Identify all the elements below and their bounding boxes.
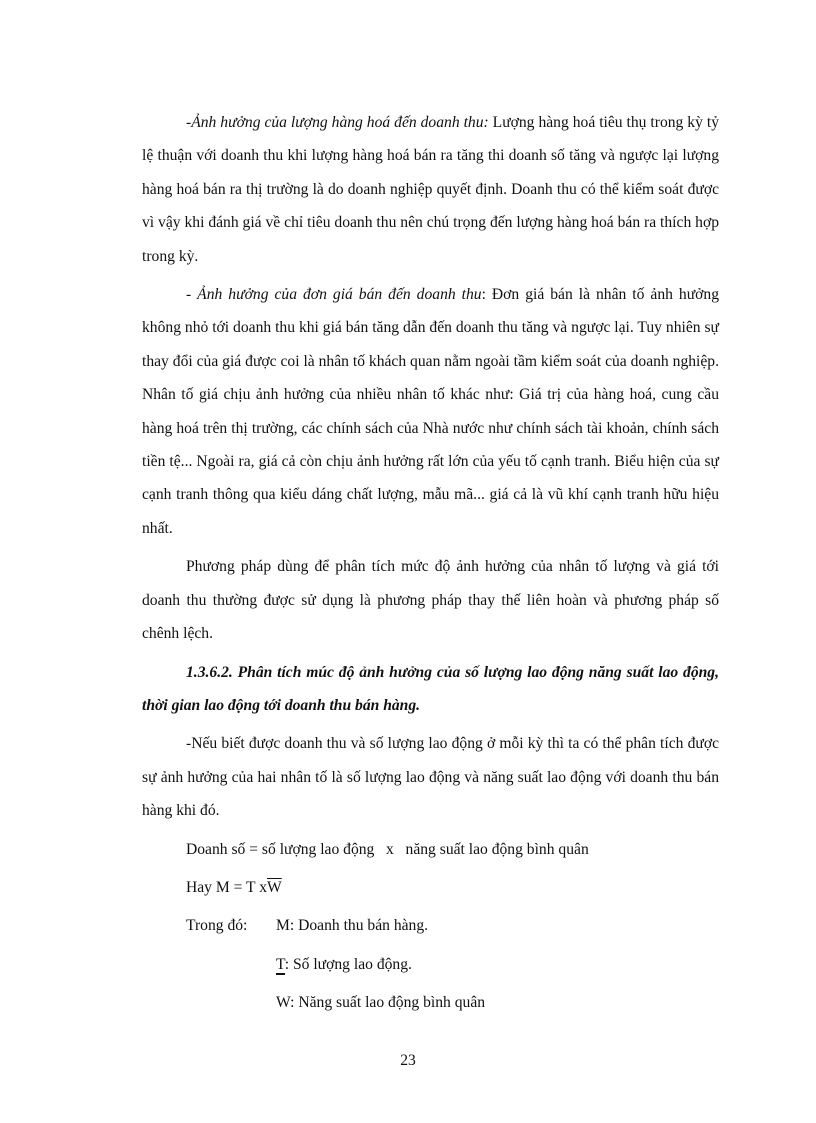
formula-symbol-w: $\overline{W}$	[267, 878, 282, 896]
definition-label: Trong đó:	[186, 917, 248, 935]
document-page	[142, 106, 719, 1020]
definition-text: : Năng suất lao động bình quân	[290, 994, 486, 1012]
paragraph-lead: - Ảnh hưởng của đơn giá bán đến doanh thu	[186, 286, 482, 304]
formula-prefix: Hay M = T x	[186, 878, 267, 896]
paragraph-body: : Đơn giá bán là nhân tố ảnh hưởng không nhỏ tới doanh thu khi giá bán tăng dẫn đến doanh thu tăng và ngược lại. Tuy nhiên sự thay đổi của giá được coi là nhân tố khách quan nằm ngoài tầm kiểm soát của doanh nghiệp. Nhân tố giá chịu ảnh hưởng của nhiều nhân tố khác như: Giá trị của hàng hoá, cung cầu hàng hoá trên thị trường, các chính sách của Nhà nước như chính sách tài khoản, chính sách tiền tệ... Ngoài ra, giá cả còn chịu ảnh hưởng rất lớn của yếu tố cạnh tranh. Biểu hiện của sự cạnh tranh thông qua kiểu dáng chất lượng, mẫu mã... giá cả là vũ khí cạnh tranh hữu hiệu nhất.	[142, 286, 719, 537]
definition-text: : Số lượng lao động.	[284, 955, 412, 973]
paragraph-lead: -Ảnh hưởng của lượng hàng hoá đến doanh thu:	[186, 114, 489, 131]
page-number: 23	[400, 1052, 416, 1069]
paragraph-quantity-effect	[142, 106, 719, 273]
definition-symbol: M	[276, 917, 290, 935]
formula-line: Doanh số = số lượng lao động x năng suất lao động bình quân	[186, 840, 589, 858]
definition-symbol: W	[276, 994, 291, 1012]
paragraph-method: Phương pháp dùng để phân tích mức độ ảnh hưởng của nhân tố lượng và giá tới doanh thu thường được sử dụng là phương pháp thay thế liên hoàn và phương pháp số chênh lệch.	[142, 558, 719, 643]
paragraph-body: Lượng hàng hoá tiêu thụ trong kỳ tỷ lệ thuận với doanh thu khi lượng hàng hoá bán ra tăng thi doanh số tăng và ngược lại lượng hàng hoá bán ra thị trường là do doanh nghiệp quyết định. Doanh thu có thể kiểm soát được vì vậy khi đánh giá về chỉ tiêu doanh thu nên chú trọng đến lượng hàng hoá bán ra thích hợp trong kỳ.	[142, 114, 719, 265]
paragraph-labor: -Nếu biết được doanh thu và số lượng lao động ở mỗi kỳ thì ta có thể phân tích được sự ảnh hưởng của hai nhân tố là số lượng lao động và năng suất lao động với doanh thu bán hàng khi đó.	[142, 735, 719, 820]
formula-short	[186, 871, 719, 904]
definition-row	[186, 909, 719, 942]
section-heading: 1.3.6.2. Phân tích múc độ ảnh hưởng của số lượng lao động năng suất lao động, thời gian lao động tới doanh thu bán hàng.	[142, 663, 719, 714]
definition-symbol: T	[276, 955, 285, 973]
definition-row	[276, 986, 719, 1019]
definition-row	[276, 948, 719, 981]
paragraph-price-effect	[142, 278, 719, 545]
definition-text: : Doanh thu bán hàng.	[289, 917, 429, 935]
